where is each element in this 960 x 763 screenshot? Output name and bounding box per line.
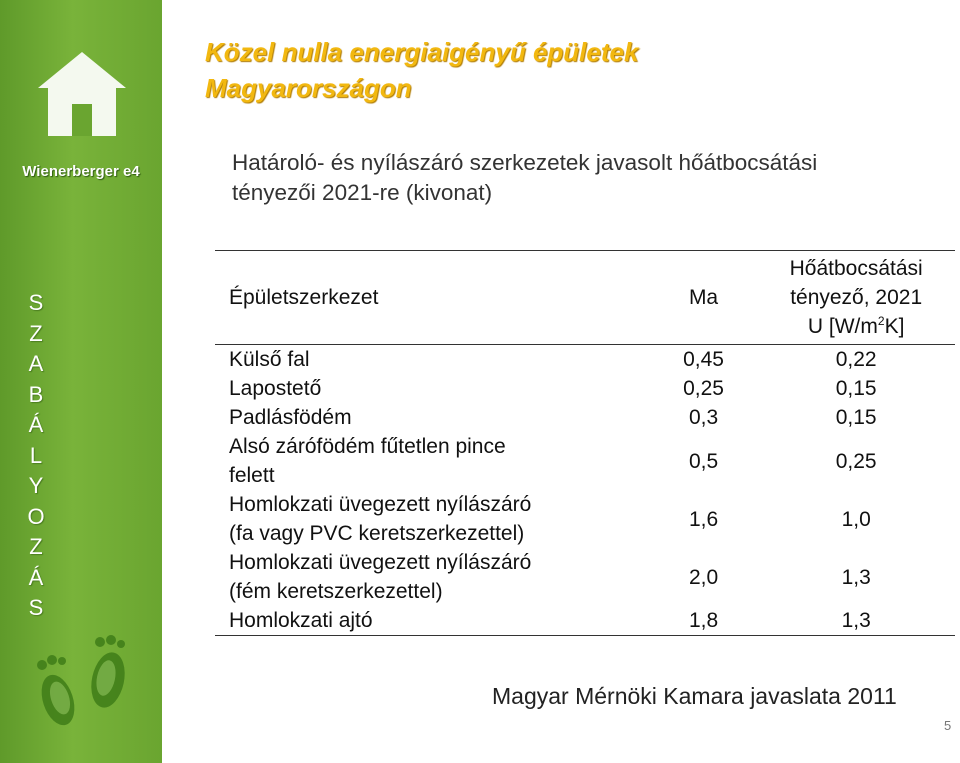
footprints-icon (20, 620, 150, 755)
row-now: 1,6 (688, 507, 719, 531)
page-number: 5 (944, 718, 952, 733)
header-unit-a: U [W/m (807, 315, 878, 338)
subtitle (232, 148, 817, 208)
row-structure: Külső fal (229, 348, 310, 371)
row-structure: Homlokzati ajtó (229, 609, 373, 632)
vertical-letter: Y (28, 473, 44, 498)
row-now: 0,5 (688, 449, 719, 473)
row-structure-line-2: felett (229, 464, 275, 487)
header-now: Ma (688, 286, 719, 309)
header-target-line-1: Hőátbocsátási (789, 257, 923, 280)
row-target: 1,0 (841, 507, 871, 531)
table-row (215, 374, 955, 403)
row-structure: Lapostető (229, 377, 322, 400)
table-row (215, 490, 955, 548)
table-row (215, 432, 955, 490)
row-target: 0,15 (835, 377, 877, 400)
page-title (205, 34, 638, 106)
title-line-2: Magyarországon (205, 73, 412, 103)
row-structure: Padlásfödém (229, 406, 352, 429)
vertical-letter: A (28, 351, 44, 376)
vertical-letter: Z (29, 534, 43, 559)
subtitle-line-1: Határoló- és nyílászáró szerkezetek javasolt hőátbocsátási (232, 150, 818, 175)
header-unit-sup: 2 (877, 314, 885, 328)
row-structure-line-2: (fa vagy PVC keretszerkezettel) (229, 522, 525, 545)
u-value-table (215, 250, 955, 636)
row-structure-line-2: (fém keretszerkezettel) (229, 580, 443, 603)
sidebar (0, 0, 162, 763)
header-structure: Épületszerkezet (229, 286, 379, 309)
vertical-label (0, 288, 72, 624)
vertical-letter: Z (29, 320, 43, 346)
row-target: 1,3 (841, 565, 871, 589)
row-structure-line-1: Homlokzati üvegezett nyílászáró (229, 551, 532, 574)
source-note: Magyar Mérnöki Kamara javaslata 2011 (492, 683, 897, 709)
header-target-line-3 (757, 312, 955, 341)
row-now: 2,0 (688, 565, 719, 589)
row-now: 0,25 (683, 377, 724, 400)
table-row (215, 345, 955, 375)
vertical-letter: S (28, 290, 44, 315)
row-structure (215, 548, 650, 606)
subtitle-line-2: tényezői 2021-re (kivonat) (232, 180, 493, 205)
row-now: 0,45 (683, 348, 724, 371)
row-target: 0,25 (835, 449, 877, 473)
row-target: 0,15 (835, 406, 877, 429)
row-structure (215, 490, 650, 548)
vertical-letter: L (29, 442, 43, 468)
row-structure (215, 432, 650, 490)
header-target-line-2: tényező, 2021 (790, 286, 923, 309)
row-now: 0,3 (688, 406, 719, 429)
brand-name: Wienerberger e4 (22, 163, 140, 180)
table-row (215, 403, 955, 432)
vertical-letter: Á (28, 412, 44, 437)
table-header-row (215, 251, 955, 345)
row-target: 1,3 (841, 609, 871, 632)
header-target (757, 251, 955, 345)
row-now: 1,8 (688, 609, 719, 632)
row-structure-line-1: Alsó zárófödém fűtetlen pince (229, 435, 506, 458)
vertical-letter: B (28, 381, 44, 407)
vertical-letter: O (27, 503, 45, 529)
vertical-letter: S (28, 595, 44, 620)
vertical-letter: Á (28, 564, 44, 590)
row-target: 0,22 (835, 348, 877, 371)
title-line-1: Közel nulla energiaigényű épületek (205, 37, 639, 67)
row-structure-line-1: Homlokzati üvegezett nyílászáró (229, 493, 532, 516)
table-row (215, 548, 955, 606)
house-logo-icon (34, 48, 130, 140)
header-unit-b: K] (884, 315, 905, 338)
table-row (215, 606, 955, 636)
